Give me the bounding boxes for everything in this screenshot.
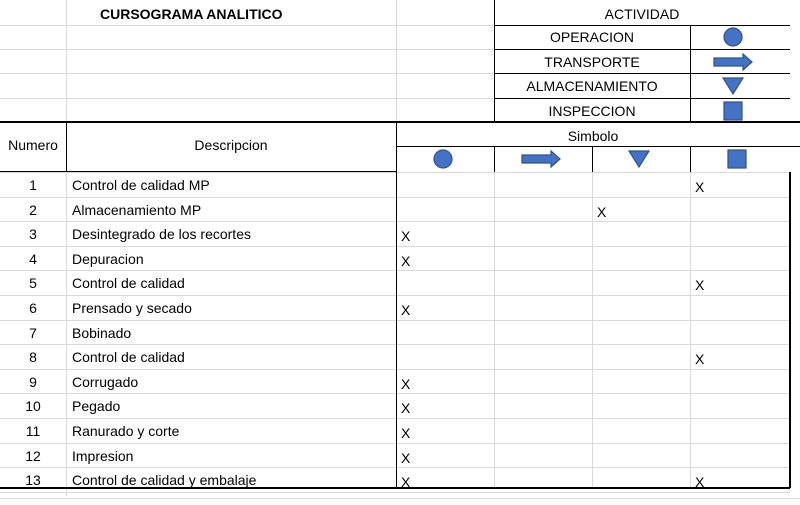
gridline xyxy=(0,25,494,26)
row-number: 4 xyxy=(29,250,37,267)
gridline xyxy=(0,221,396,222)
gridline xyxy=(494,172,495,488)
border xyxy=(494,146,495,172)
square-icon xyxy=(706,149,768,169)
legend-label: ALMACENAMIENTO xyxy=(526,78,658,94)
row-number: 7 xyxy=(29,324,37,341)
arrow-icon xyxy=(705,52,761,72)
row-number: 5 xyxy=(29,275,37,292)
row-number: 11 xyxy=(25,423,41,439)
symbol-header-cell xyxy=(706,149,768,174)
row-description: Control de calidad y embalaje xyxy=(72,472,257,489)
row-description: Control de calidad xyxy=(72,349,185,366)
gridline xyxy=(0,393,396,394)
gridline xyxy=(0,467,396,468)
legend-label: OPERACION xyxy=(549,29,634,45)
row-description: Impresion xyxy=(72,447,134,464)
gridline xyxy=(0,492,396,493)
row-mark: X xyxy=(695,351,705,368)
gridline xyxy=(0,73,494,74)
row-number: 8 xyxy=(29,349,37,366)
row-number: 3 xyxy=(29,226,37,243)
gridline xyxy=(0,197,396,198)
row-mark: X xyxy=(401,474,411,491)
gridline xyxy=(690,172,691,488)
gridline xyxy=(66,0,67,122)
gridline xyxy=(0,320,396,321)
border xyxy=(0,171,396,172)
gridline xyxy=(0,172,396,173)
row-mark: X xyxy=(401,228,411,245)
gridline xyxy=(396,270,790,271)
row-number: 2 xyxy=(29,201,37,218)
row-description: Corrugado xyxy=(72,373,139,390)
row-mark: X xyxy=(401,425,411,441)
border xyxy=(789,172,791,488)
legend-icon-cell xyxy=(705,76,761,101)
header-simbolo: Simbolo xyxy=(567,128,619,144)
border xyxy=(396,171,397,488)
gridline xyxy=(396,344,790,345)
gridline xyxy=(0,246,396,247)
gridline xyxy=(396,197,790,198)
row-number: 12 xyxy=(25,447,41,464)
row-number: 9 xyxy=(29,373,37,390)
circle-icon xyxy=(705,27,761,47)
gridline xyxy=(396,369,790,370)
row-description: Bobinado xyxy=(72,324,132,341)
symbol-header-cell xyxy=(608,149,670,174)
row-number: 10 xyxy=(25,398,41,415)
row-description: Prensado y secado xyxy=(72,300,192,316)
row-description: Almacenamiento MP xyxy=(72,201,202,218)
gridline xyxy=(0,270,396,271)
row-number: 1 xyxy=(29,177,37,193)
gridline xyxy=(396,418,790,419)
row-description: Depuracion xyxy=(72,250,144,267)
row-mark: X xyxy=(401,375,411,392)
row-description: Control de calidad MP xyxy=(72,177,210,193)
page-title: CURSOGRAMA ANALITICO xyxy=(100,6,283,22)
row-mark: X xyxy=(401,252,411,269)
row-mark: X xyxy=(401,449,411,466)
row-description: Desintegrado de los recortes xyxy=(72,226,251,243)
border xyxy=(0,121,800,123)
gridline xyxy=(396,295,790,296)
gridline xyxy=(0,98,494,99)
row-description: Pegado xyxy=(72,398,121,415)
gridline xyxy=(396,467,790,468)
row-mark: X xyxy=(695,179,705,195)
gridline xyxy=(396,221,790,222)
border xyxy=(396,146,800,147)
symbol-header-cell xyxy=(412,149,474,174)
symbol-header-cell xyxy=(510,149,572,174)
gridline xyxy=(0,418,396,419)
legend-icon-cell xyxy=(705,101,761,126)
row-number: 13 xyxy=(25,472,41,489)
gridline xyxy=(592,172,593,488)
row-mark: X xyxy=(401,302,411,318)
header-descripcion: Descripcion xyxy=(194,137,268,153)
gridline xyxy=(396,443,790,444)
legend-label: TRANSPORTE xyxy=(544,53,640,70)
square-icon xyxy=(705,101,761,121)
legend-icon-cell xyxy=(705,27,761,52)
row-mark: X xyxy=(401,400,411,417)
legend-label: INSPECCION xyxy=(548,102,636,119)
border xyxy=(494,25,790,26)
row-description: Control de calidad xyxy=(72,275,185,292)
border xyxy=(690,146,691,172)
gridline xyxy=(0,498,800,499)
header-numero: Numero xyxy=(8,137,58,153)
gridline xyxy=(0,369,396,370)
gridline xyxy=(0,295,396,296)
border xyxy=(690,25,691,123)
row-mark: X xyxy=(597,203,607,220)
gridline xyxy=(396,393,790,394)
gridline xyxy=(0,49,494,50)
row-number: 6 xyxy=(29,300,37,316)
gridline xyxy=(396,0,397,122)
legend-header: ACTIVIDAD xyxy=(604,6,680,22)
gridline xyxy=(396,320,790,321)
arrow-icon xyxy=(510,149,572,169)
gridline xyxy=(396,492,790,493)
row-mark: X xyxy=(695,474,705,491)
gridline xyxy=(0,443,396,444)
gridline xyxy=(66,122,67,496)
circle-icon xyxy=(412,149,474,169)
row-description: Ranurado y corte xyxy=(72,423,180,439)
legend-icon-cell xyxy=(705,52,761,77)
row-mark: X xyxy=(695,277,705,294)
border xyxy=(592,146,593,172)
triangle-icon xyxy=(608,149,670,169)
gridline xyxy=(396,246,790,247)
gridline xyxy=(0,344,396,345)
triangle-icon xyxy=(705,76,761,96)
